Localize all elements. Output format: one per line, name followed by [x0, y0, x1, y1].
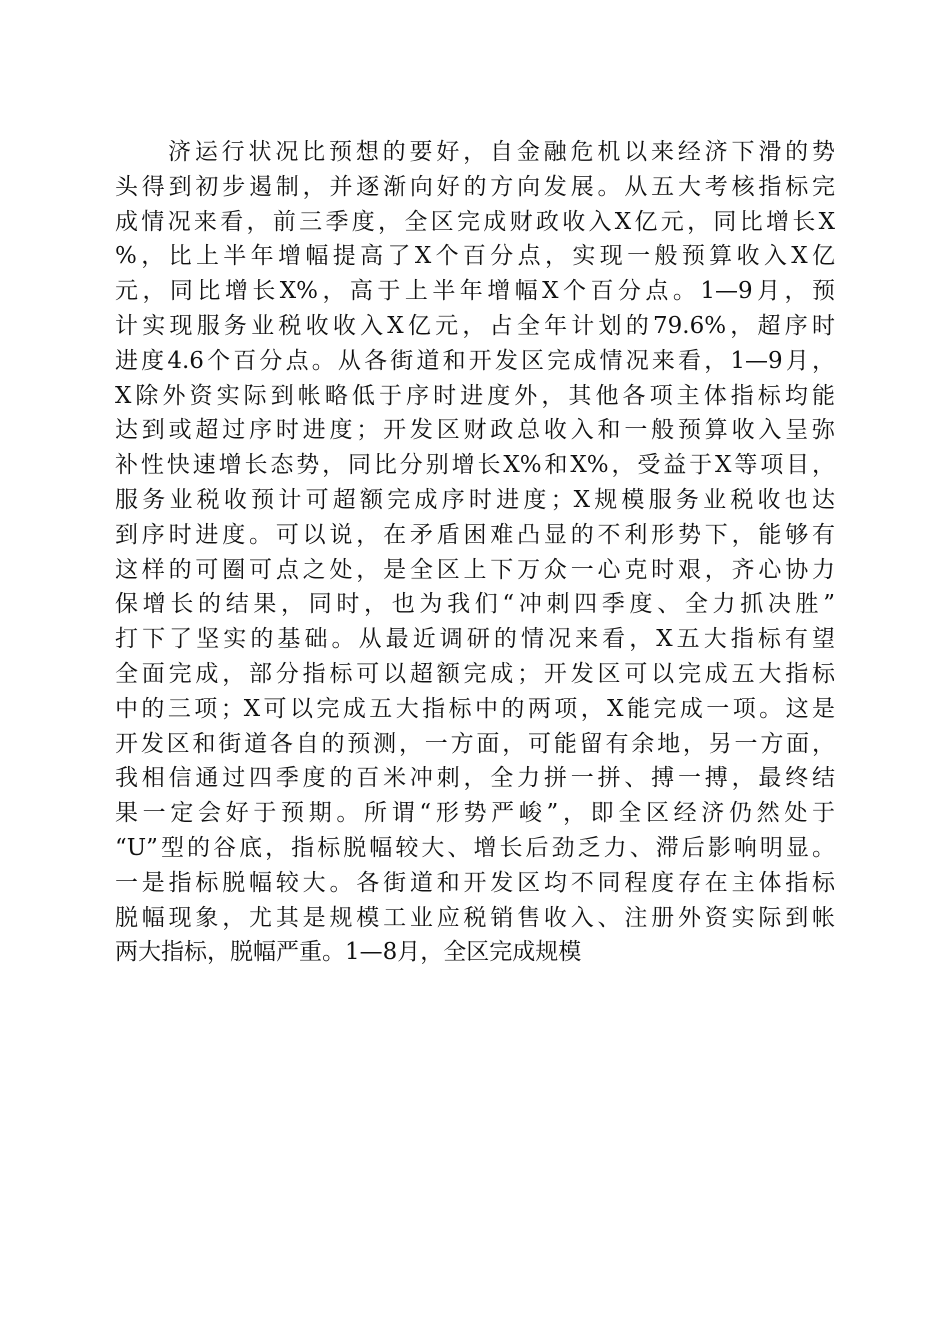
paragraph-line: 中的三项；X可以完成五大指标中的两项，X能完成一项。这是 [115, 695, 835, 722]
paragraph-line: 头得到初步遏制，并逐渐向好的方向发展。从五大考核指标完 [115, 173, 835, 200]
paragraph-line: 一是指标脱幅较大。各街道和开发区均不同程度存在主体指标 [115, 869, 835, 896]
paragraph-line: 进度4.6个百分点。从各街道和开发区完成情况来看，1—9月， [115, 347, 835, 374]
paragraph-line: 元，同比增长X%，高于上半年增幅X个百分点。1—9月，预 [115, 278, 835, 305]
paragraph-line: %，比上半年增幅提高了X个百分点，实现一般预算收入X亿 [115, 243, 835, 270]
paragraph-line: 果一定会好于预期。所谓“形势严峻”，即全区经济仍然处于 [115, 800, 835, 827]
paragraph-line: X除外资实际到帐略低于序时进度外，其他各项主体指标均能 [115, 382, 835, 409]
paragraph-line: 这样的可圈可点之处，是全区上下万众一心克时艰，齐心协力 [115, 556, 835, 583]
paragraph-line: 开发区和街道各自的预测，一方面，可能留有余地，另一方面， [115, 730, 835, 757]
paragraph-line: 服务业税收预计可超额完成序时进度；X规模服务业税收也达 [115, 486, 835, 513]
paragraph-line: 济运行状况比预想的要好，自金融危机以来经济下滑的势 [168, 139, 835, 165]
body-paragraph [115, 135, 835, 970]
paragraph-line: 脱幅现象，尤其是规模工业应税销售收入、注册外资实际到帐 [115, 904, 835, 931]
paragraph-line: 计实现服务业税收收入X亿元，占全年计划的79.6%，超序时 [115, 312, 835, 339]
paragraph-line: 到序时进度。可以说，在矛盾困难凸显的不利形势下，能够有 [115, 521, 835, 548]
paragraph-line: 两大指标，脱幅严重。1—8月，全区完成规模 [115, 939, 582, 966]
paragraph-line: 保增长的结果，同时，也为我们“冲刺四季度、全力抓决胜” [115, 591, 835, 618]
paragraph-line: “U”型的谷底，指标脱幅较大、增长后劲乏力、滞后影响明显。 [115, 834, 835, 861]
paragraph-line: 成情况来看，前三季度，全区完成财政收入X亿元，同比增长X [115, 208, 835, 235]
paragraph-line: 全面完成，部分指标可以超额完成；开发区可以完成五大指标 [115, 660, 835, 687]
paragraph-line: 补性快速增长态势，同比分别增长X%和X%，受益于X等项目， [115, 452, 835, 479]
paragraph-line: 打下了坚实的基础。从最近调研的情况来看，X五大指标有望 [115, 626, 835, 653]
paragraph-line: 达到或超过序时进度；开发区财政总收入和一般预算收入呈弥 [115, 417, 835, 444]
paragraph-line: 我相信通过四季度的百米冲刺，全力拼一拼、搏一搏，最终结 [115, 765, 835, 792]
